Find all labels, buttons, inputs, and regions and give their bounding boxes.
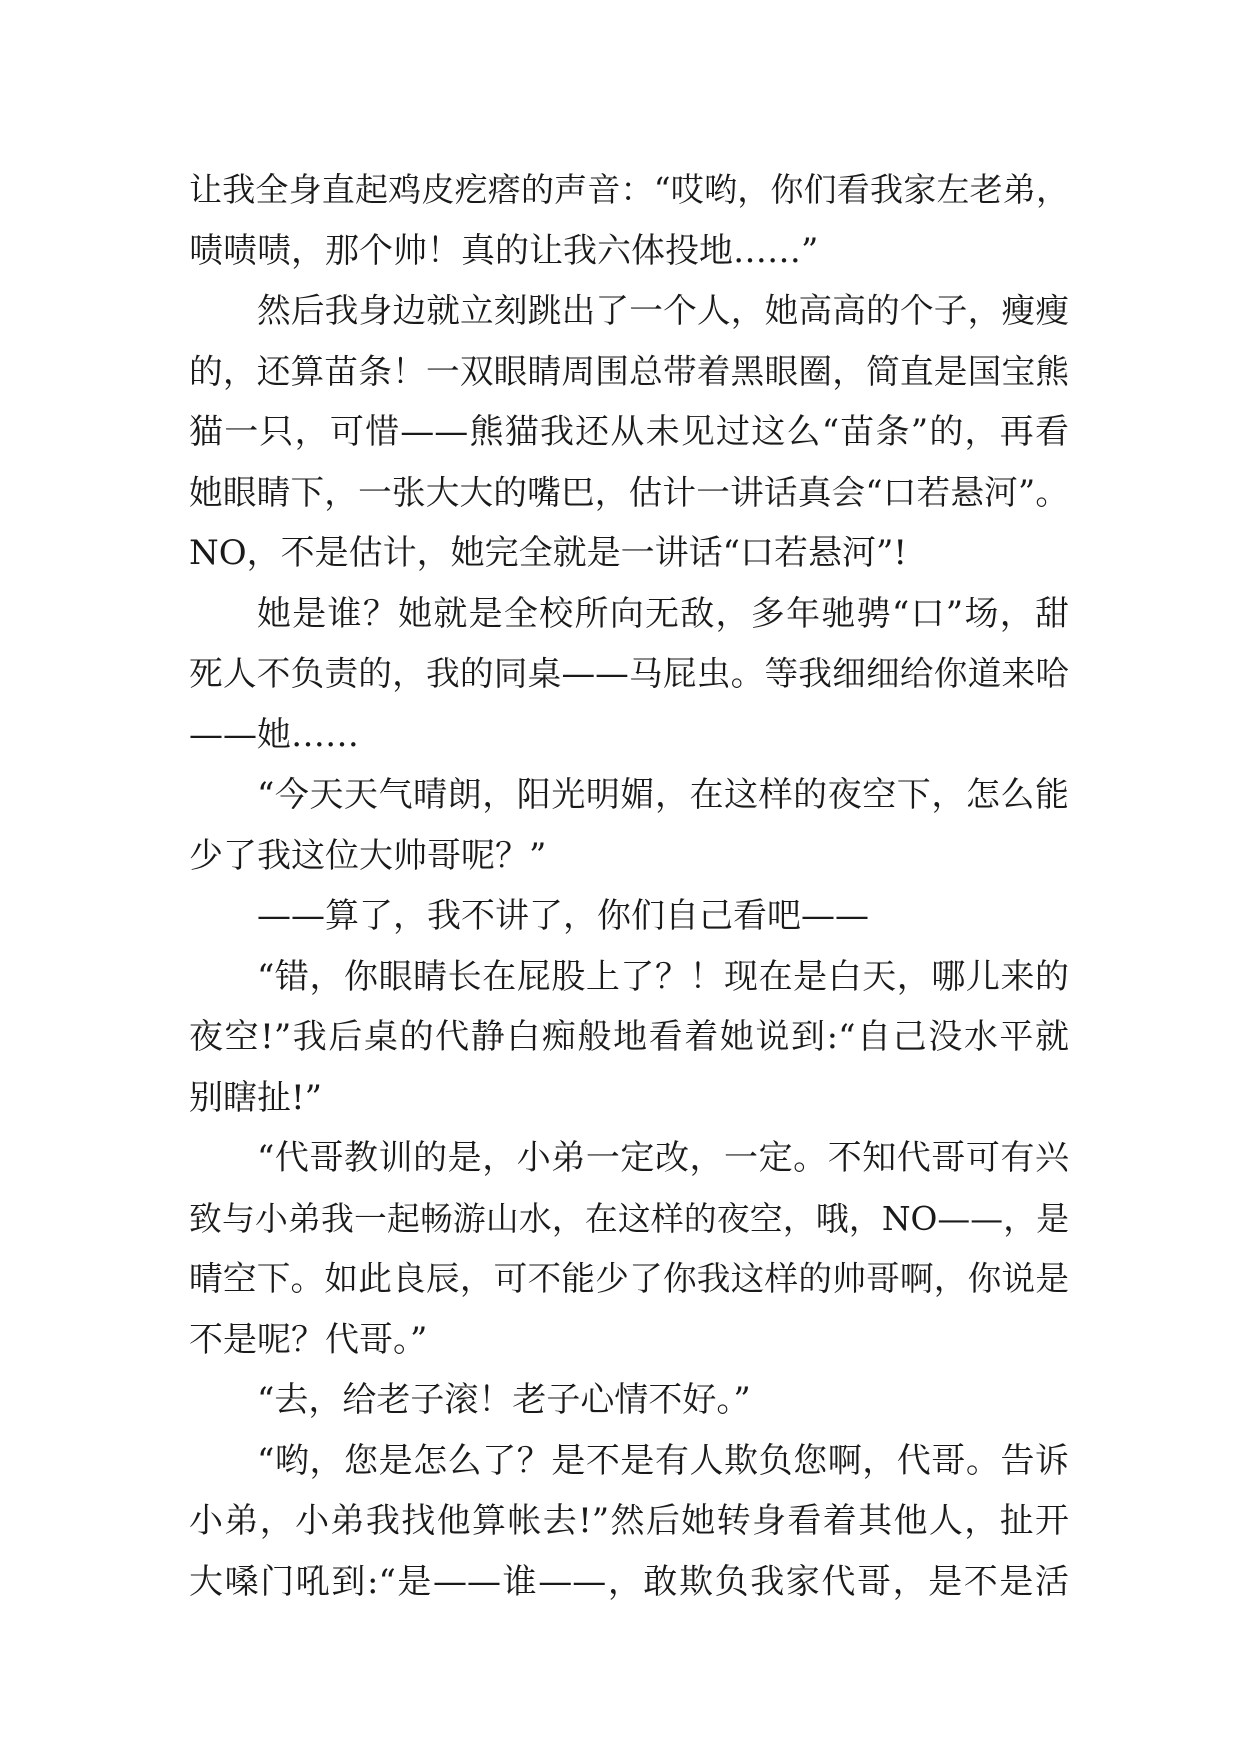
text-line: 晴空下。如此良辰，可不能少了你我这样的帅哥啊，你说是 — [189, 1259, 1069, 1298]
text-line: ——算了，我不讲了，你们自己看吧—— — [257, 896, 869, 936]
text-line: “哟，您是怎么了？是不是有人欺负您啊，代哥。告诉 — [257, 1440, 1069, 1481]
text-line: 少了我这位大帅哥呢？” — [189, 835, 547, 876]
text-line: 不是呢？代哥。” — [189, 1319, 428, 1360]
body-text — [189, 160, 1069, 1612]
text-line: 她是谁？她就是全校所向无敌，多年驰骋“口”场，甜 — [257, 593, 1069, 634]
text-line: 然后我身边就立刻跳出了一个人，她高高的个子，瘦瘦 — [257, 291, 1069, 330]
text-line: ——她…… — [189, 714, 359, 755]
text-line: 小弟，小弟我找他算帐去!”然后她转身看着其他人，扯开 — [189, 1501, 1069, 1541]
text-line: 死人不负责的，我的同桌——马屁虫。等我细细给你道来哈 — [189, 654, 1069, 693]
text-line: “错，你眼睛长在屁股上了？！现在是白天，哪儿来的 — [257, 956, 1069, 997]
text-line: 她眼睛下，一张大大的嘴巴，估计一讲话真会“口若悬河”。 — [189, 472, 1069, 512]
text-line: 的，还算苗条！一双眼睛周围总带着黑眼圈，简直是国宝熊 — [189, 351, 1069, 391]
text-line: 猫一只，可惜——熊猫我还从未见过这么“苗条”的，再看 — [189, 412, 1069, 452]
text-line: 让我全身直起鸡皮疙瘩的声音：“哎哟，你们看我家左老弟， — [189, 170, 1069, 209]
text-line: “去，给老子滚！老子心情不好。” — [257, 1380, 751, 1420]
text-line: 夜空!”我后桌的代静白痴般地看着她说到:“自己没水平就 — [189, 1017, 1069, 1057]
text-line: “今天天气晴朗，阳光明媚，在这样的夜空下，怎么能 — [257, 775, 1069, 815]
text-line: 大嗓门吼到:“是——谁——，敢欺负我家代哥，是不是活 — [189, 1561, 1069, 1602]
text-line: 致与小弟我一起畅游山水，在这样的夜空，哦，NO——，是 — [189, 1199, 1069, 1238]
text-line: 啧啧啧，那个帅！真的让我六体投地……” — [189, 230, 819, 271]
text-line: 别瞎扯!” — [189, 1077, 323, 1118]
text-line: “代哥教训的是，小弟一定改，一定。不知代哥可有兴 — [257, 1138, 1069, 1178]
text-line: NO，不是估计，她完全就是一讲话“口若悬河”! — [189, 533, 908, 573]
